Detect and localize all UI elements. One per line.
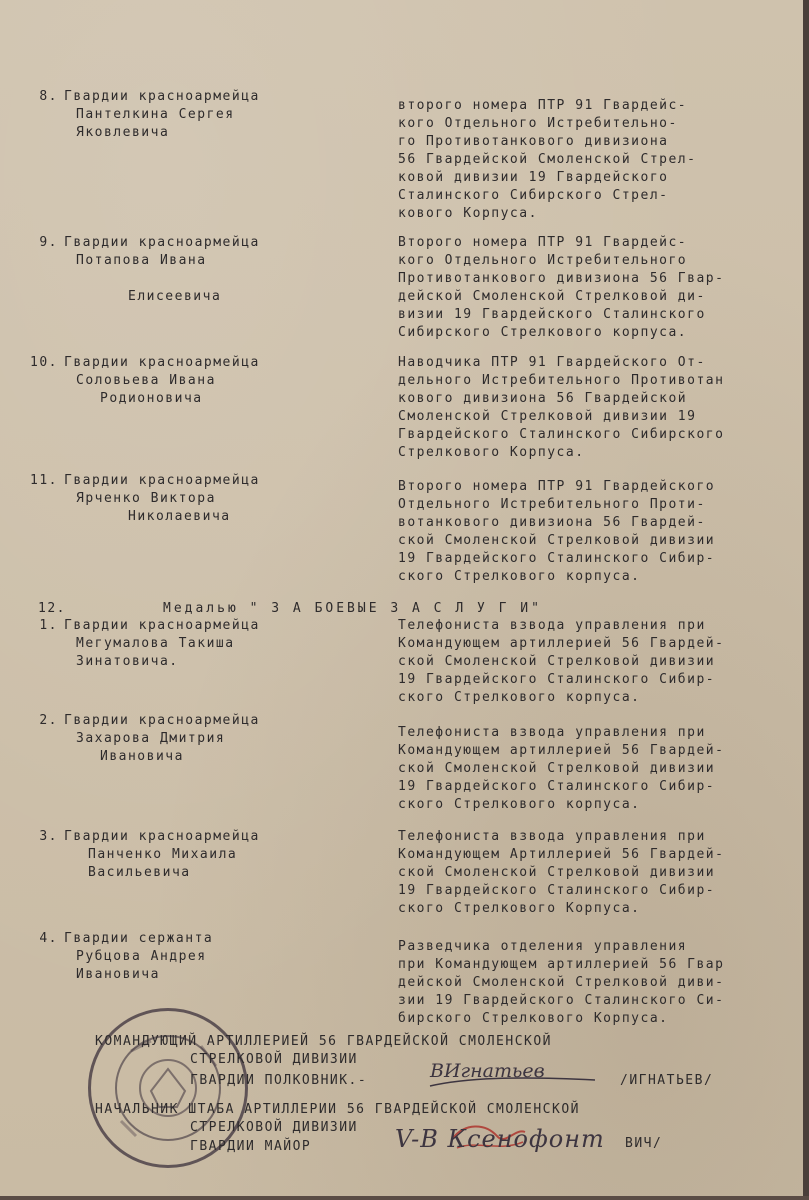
position-line: ского Стрелкового корпуса. [398,690,641,705]
entry-name-line: Соловьева Ивана [76,373,216,388]
position-line: Разведчика отделения управления [398,939,688,954]
entry-9-position [398,234,803,342]
entry-10-name [18,354,378,408]
position-line: Стрелкового Корпуса. [398,445,585,460]
medal-entry-4-position [398,938,803,1028]
position-line: кового дивизиона 56 Гвардейской [398,391,688,406]
position-line: 19 Гвардейского Сталинского Сибир- [398,551,716,566]
position-line: второго номера ПТР 91 Гвардейс- [398,98,688,113]
position-line: дельного Истребительного Противотан [398,373,725,388]
entry-9-name [18,234,378,306]
position-line: ского Стрелкового Корпуса. [398,901,641,916]
entry-number: 8. [39,89,58,104]
position-line: Смоленской Стрелковой дивизии 19 [398,409,697,424]
position-line: кового Корпуса. [398,206,538,221]
entry-rank: Гвардии красноармейца [64,713,260,728]
medal-entry-2-name [18,712,378,766]
page-edge-shadow [803,0,809,1200]
handwritten-signature-1 [430,1060,545,1082]
signature-title-line: СТРЕЛКОВОЙ ДИВИЗИИ [190,1120,358,1135]
position-line: ской Смоленской Стрелковой дивизии [398,654,716,669]
signature-rank-line: ГВАРДИИ ПОЛКОВНИК.- [190,1073,368,1088]
position-line: Телефониста взвода управления при [398,725,706,740]
position-line: ской Смоленской Стрелковой дивизии [398,865,716,880]
position-line: ской Смоленской Стрелковой дивизии [398,761,716,776]
position-line: Отдельного Истребительного Проти- [398,497,706,512]
medal-entry-3-name [18,828,378,882]
signature-underline-icon [425,1074,605,1104]
handwritten-signature-text: ВИгнатьев [430,1060,545,1082]
position-line: Сталинского Сибирского Стрел- [398,188,669,203]
signature-title-line: СТРЕЛКОВОЙ ДИВИЗИИ [190,1052,358,1067]
entry-name-line: Зинатовича. [76,654,179,669]
position-line: Наводчика ПТР 91 Гвардейского От- [398,355,706,370]
position-line: ковой дивизии 19 Гвардейского [398,170,669,185]
position-line: Телефониста взвода управления при [398,618,706,633]
section-heading: Медалью " З А БОЕВЫЕ З А С Л У Г И" [163,601,542,616]
entry-rank: Гвардии красноармейца [64,355,260,370]
handwritten-signature-2 [395,1125,605,1153]
position-line: дейской Смоленской Стрелковой ди- [398,289,706,304]
position-line: ской Смоленской Стрелковой дивизии [398,533,716,548]
signature-title-line: НАЧАЛЬНИК ШТАБА АРТИЛЛЕРИИ 56 ГВАРДЕЙСКОЙ СМОЛЕНСКОЙ [95,1102,580,1117]
entry-name-line: Ивановича [76,967,160,982]
position-line: Противотанкового дивизиона 56 Гвар- [398,271,725,286]
entry-name-line: Пантелкина Сергея [76,107,235,122]
entry-number: 10. [30,355,58,370]
entry-name-line: Ивановича [100,749,184,764]
position-line: визии 19 Гвардейского Сталинского [398,307,706,322]
entry-number: 1. [39,618,58,633]
signature-name-ignatiev: /ИГНАТЬЕВ/ [620,1073,714,1088]
position-line: 19 Гвардейского Сталинского Сибир- [398,672,716,687]
signature-rank-line: ГВАРДИИ МАЙОР [190,1139,312,1154]
position-line: зии 19 Гвардейского Сталинского Си- [398,993,725,1008]
entry-11-position [398,478,803,586]
entry-name-line: Васильевича [88,865,191,880]
entry-name-line: Рубцова Андрея [76,949,207,964]
medal-entry-1-name [18,617,378,671]
entry-number: 3. [39,829,58,844]
entry-name-line: Панченко Михаила [88,847,238,862]
position-line: Второго номера ПТР 91 Гвардейского [398,479,716,494]
handwritten-signature-text: V-В Ксенофонт [395,1125,605,1153]
entry-rank: Гвардии сержанта [64,931,214,946]
entry-name-line: Николаевича [128,509,231,524]
signature-title-line: КОМАНДУЮЩИЙ АРТИЛЛЕРИЕЙ 56 ГВАРДЕЙСКОЙ СМОЛЕНСКОЙ [95,1034,553,1049]
position-line: Командующем артиллерией 56 Гвардей- [398,636,725,651]
position-line: го Противотанкового дивизиона [398,134,669,149]
position-line: Телефониста взвода управления при [398,829,706,844]
entry-8-name [18,88,378,142]
entry-rank: Гвардии красноармейца [64,829,260,844]
entry-name-line: Ярченко Виктора [76,491,216,506]
entry-rank: Гвардии красноармейца [64,235,260,250]
entry-10-position [398,354,803,462]
entry-name-line: Захарова Дмитрия [76,731,226,746]
entry-name-line: Яковлевича [76,125,170,140]
position-line: 56 Гвардейской Смоленской Стрел- [398,152,697,167]
signature-name-2: ВИЧ/ [625,1136,663,1151]
entry-name-line: Елисеевича [128,289,222,304]
entry-11-name [18,472,378,526]
medal-entry-1-position [398,617,803,707]
medal-entry-2-position [398,724,803,814]
position-line: Гвардейского Сталинского Сибирского [398,427,725,442]
page-edge-shadow [0,1196,809,1200]
section-number: 12. [38,601,66,616]
entry-name-line: Родионовича [100,391,203,406]
entry-name-line: Мегумалова Такиша [76,636,235,651]
position-line: кого Отдельного Истребительного [398,253,688,268]
medal-entry-4-name [18,930,378,984]
entry-rank: Гвардии красноармейца [64,618,260,633]
position-line: кого Отдельного Истребительно- [398,116,678,131]
entry-8-position [398,97,803,223]
entry-number: 11. [30,473,58,488]
entry-rank: Гвардии красноармейца [64,89,260,104]
position-line: ского Стрелкового корпуса. [398,569,641,584]
position-line: 19 Гвардейского Сталинского Сибир- [398,883,716,898]
position-line: дейской Смоленской Стрелковой диви- [398,975,725,990]
medal-entry-3-position [398,828,803,918]
position-line: вотанкового дивизиона 56 Гвардей- [398,515,706,530]
position-line: Второго номера ПТР 91 Гвардейс- [398,235,688,250]
entry-number: 9. [39,235,58,250]
entry-number: 4. [39,931,58,946]
entry-name-line: Потапова Ивана [76,253,207,268]
position-line: 19 Гвардейского Сталинского Сибир- [398,779,716,794]
position-line: при Командующем артиллерией 56 Гвар [398,957,725,972]
position-line: ского Стрелкового корпуса. [398,797,641,812]
entry-rank: Гвардии красноармейца [64,473,260,488]
position-line: Сибирского Стрелкового корпуса. [398,325,688,340]
position-line: Командующем Артиллерией 56 Гвардей- [398,847,725,862]
position-line: Командующем артиллерией 56 Гвардей- [398,743,725,758]
entry-number: 2. [39,713,58,728]
position-line: бирского Стрелкового Корпуса. [398,1011,669,1026]
